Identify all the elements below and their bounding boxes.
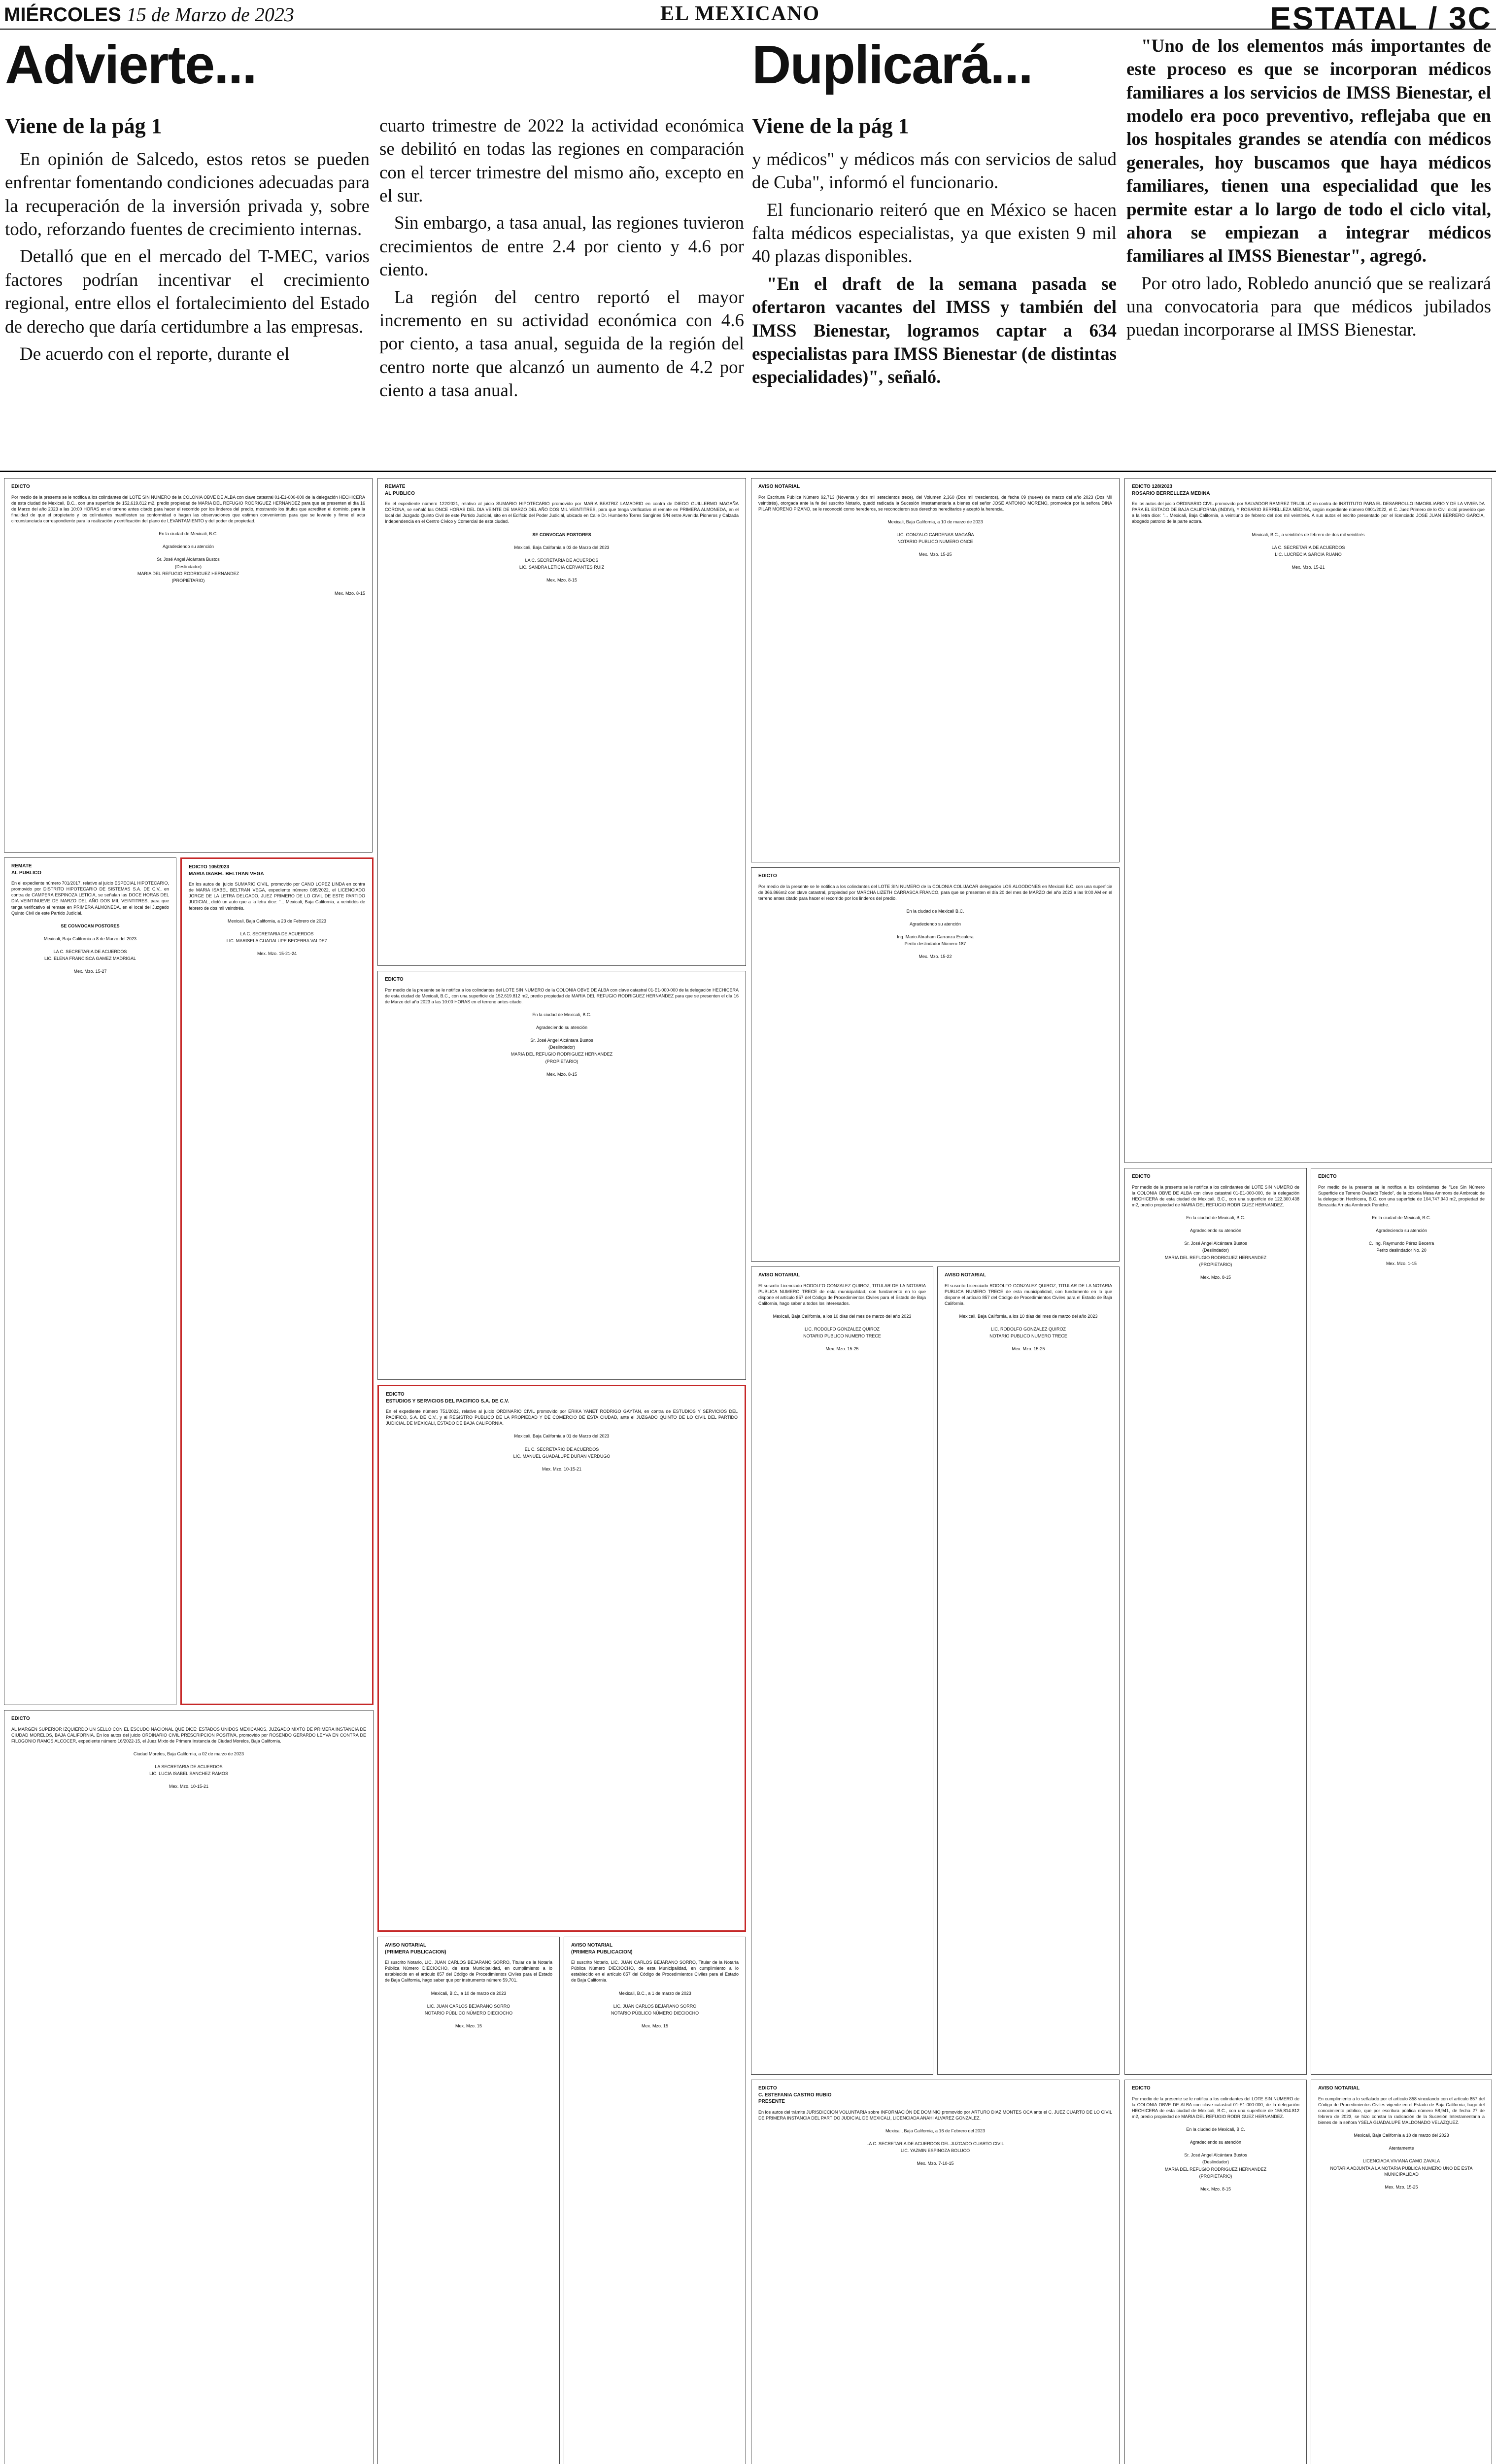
- notice-title: EDICTO 128/2023 ROSARIO BERRELLEZA MEDINA: [1132, 484, 1210, 496]
- notice-title: REMATE AL PUBLICO: [385, 484, 415, 496]
- notice-sign: LIC. GONZALO CARDENAS MAGAÑA: [896, 532, 974, 538]
- header-paper-name: EL MEXICANO: [660, 2, 820, 25]
- notice-aviso-notarial-4: [377, 1937, 560, 2464]
- notice-edicto-estudios: [377, 1385, 746, 1932]
- notice-publication: Mex. Mzo. 15-25: [825, 1346, 859, 1352]
- story1-p4: cuarto trimestre de 2022 la actividad económica se debilitó en todas las regiones en comparación con el tercer trimestre del mismo año, excepto en el sur.: [379, 116, 744, 206]
- notice-body: El suscrito Notario, LIC. JUAN CARLOS BEJARANO SORRO, Titular de la Notaría Pública Número DIECIOCHO, de esta Municipalidad, en cumplimiento a lo establecido en el artículo 857 del Código de Procedimientos Civiles para el Estado de Baja California, hago saber que por instrumento número 59,701.: [385, 1960, 552, 1983]
- notice-aviso-notarial-6: [1311, 2080, 1492, 2464]
- notice-place: En la ciudad de Mexicali, B.C.: [1186, 2127, 1245, 2132]
- notice-title: EDICTO: [758, 873, 777, 879]
- notice-sign: Agradeciendo su atención: [536, 1025, 588, 1030]
- notice-body: En el expediente número 701/2017, relativo al juicio ESPECIAL HIPOTECARIO, promovido por DISTRITO HIPOTECARIO DE SISTEMAS S.A. DE C.V., en contra de CAMPERA ESPINOZA LETICIA, se señalan las DOCE HORAS DEL DIA VEINTINUEVE DE MARZO DEL AÑO DOS MIL VEINTITRES, para que tenga verificativo el remate en PRIMERA ALMONEDA, en el local del Juzgado Quinto Civil de este Partido Judicial.: [11, 881, 169, 916]
- notice-aviso-notarial-2: [751, 1266, 933, 2075]
- notice-publication: Mex. Mzo. 15-25: [1385, 2184, 1418, 2190]
- story2-p4: Por otro lado, Robledo anunció que se realizará una convocatoria para que médicos jubilados puedan incorporarse al IMSS Bienestar.: [1126, 273, 1491, 341]
- notice-place: Mexicali, Baja California, a 23 de Febrero de 2023: [227, 918, 327, 924]
- notice-body: Por medio de la presente se le notifica a los colindantes de "Los Sin Número Superficie de Terreno Ovalado Toledo", de la colonia Mesa Ammons de Ambrosio de la delegación Hechicera, B.C. con una superficie de 104,747.940 m2, propiedad de Benzaida Arrieta Armbrock Peniche.: [1318, 1184, 1485, 1207]
- notice-body: El suscrito Licenciado RODOLFO GONZALEZ QUIROZ, TITULAR DE LA NOTARIA PUBLICA NUMERO TRECE de esta municipalidad, con fundamento en lo que dispone el artículo 857 del Código de Procedimientos Civiles para el Estado de Baja California, hago saber a todos los interesados.: [758, 1283, 926, 1306]
- notice-body: El suscrito Licenciado RODOLFO GONZALEZ QUIROZ, TITULAR DE LA NOTARIA PUBLICA NUMERO TRECE de esta municipalidad, con fundamento en lo que dispone el artículo 857 del Código de Procedimientos Civiles para el Estado de Baja California.: [945, 1283, 1112, 1306]
- notice-sign: LA C. SECRETARIA DE ACUERDOS: [53, 949, 127, 955]
- notice-sign: Perito deslindador No. 20: [1376, 1248, 1427, 1253]
- notice-sign: LA C. SECRETARIA DE ACUERDOS: [1271, 545, 1345, 550]
- notice-sign: Sr. José Angel Alcántara Bustos: [157, 557, 220, 562]
- notice-sign: LIC. JUAN CARLOS BEJARANO SORRO: [613, 2003, 697, 2009]
- story2-col1: [752, 148, 1117, 393]
- notice-sign: LA C. SECRETARIA DE ACUERDOS: [525, 557, 599, 563]
- notice-place: Ciudad Morelos, Baja California, a 02 de marzo de 2023: [133, 1751, 244, 1756]
- notice-title: AVISO NOTARIAL: [1318, 2086, 1360, 2091]
- notice-sign: LIC. MANUEL GUADALUPE DURAN VERDUGO: [513, 1453, 611, 1459]
- header-date: [4, 3, 294, 26]
- notice-body: En el expediente número 751/2022, relativo al juicio ORDINARIO CIVIL promovido por ERIKA YANET RODRIGO GAYTAN, en contra de ESTUDIOS Y SERVICIOS DEL PACIFICO, S.A. DE C.V., y al REGISTRO PUBLICO DE LA PROPIEDAD Y DE COMERCIO DE ESTA CIUDAD, ante el JUZGADO QUINTO DE LO CIVIL DEL PARTIDO JUDICIAL DE MEXICALI, ESTADO DE BAJA CALIFORNIA.: [386, 1409, 738, 1426]
- page-header: [0, 0, 1496, 36]
- story1-headline: Advierte...: [5, 34, 256, 95]
- notice-sign: LIC. LUCRECIA GARCIA RUANO: [1275, 551, 1342, 557]
- notice-body: En cumplimiento a lo señalado por el artículo 858 vinculando con el artículo 857 del Código de Procedimientos Civiles vigente en el Estado de Baja California, hago del conocimiento público, que por escritura pública número 58,941, de fecha 27 de febrero de 2023, se hizo constar la radicación de la Sucesión Intestamentaria a bienes de la señora YSELA GUADALUPE MALDONADO VELAZQUEZ.: [1318, 2096, 1485, 2125]
- notice-title: EDICTO: [1132, 1174, 1151, 1179]
- notice-publication: Mex. Mzo. 10-15-21: [169, 1784, 209, 1789]
- header-rule: [0, 29, 1496, 30]
- notice-aviso-notarial-5: [564, 1937, 746, 2464]
- notice-title: AVISO NOTARIAL: [758, 484, 800, 489]
- notice-edicto-128: [1124, 478, 1492, 1163]
- notice-publication: Mex. Mzo. 15-27: [73, 969, 107, 974]
- notice-sign: MARIA DEL REFUGIO RODRIGUEZ HERNANDEZ: [1164, 1255, 1267, 1260]
- notice-sign: LA SECRETARIA DE ACUERDOS: [155, 1764, 223, 1770]
- notice-publication: Mex. Mzo. 7-10-15: [917, 2161, 954, 2166]
- notice-title: EDICTO: [1318, 1174, 1337, 1179]
- notice-publication: Mex. Mzo. 8-15: [1200, 1274, 1231, 1280]
- notice-sign: EL C. SECRETARIO DE ACUERDOS: [524, 1446, 599, 1452]
- notice-sign: Sr. José Angel Alcántara Bustos: [1184, 1241, 1247, 1246]
- notice-place: Mexicali, Baja California, a 16 de Febrero del 2023: [885, 2128, 986, 2133]
- story2-p3: "En el draft de la semana pasada se ofertaron vacantes del IMSS y también del IMSS Bienestar, logramos captar a 634 especialistas para IMSS Bienestar (de distintas especialidades)", señaló.: [752, 274, 1117, 388]
- notice-publication: Mex. Mzo. 15: [641, 2023, 669, 2028]
- notice-remate-2: [4, 857, 176, 1705]
- notice-edicto-6: [1124, 2080, 1307, 2464]
- notice-body: Por medio de la presente se le notifica a los colindantes del LOTE SIN NUMERO de la COLONIA COLIJACAR delegación LOS ALGODONES en Mexicali B.C. con una superficie de 366.866m2 con clave catastral, propiedad por MARCHA LIZETH CARRASCA FRANCO, para que se presenten el día 20 del mes de MARZO del año 2023 a las 9:00 AM en el terreno antes citado para hacer el recorrido por los linderos del predio.: [758, 884, 1112, 901]
- notice-edicto-2: [377, 971, 746, 1380]
- notice-title: EDICTO C. ESTEFANIA CASTRO RUBIO PRESENTE: [758, 2086, 832, 2104]
- notice-sign: LIC. ELENA FRANCISCA GAMEZ MADRIGAL: [44, 956, 136, 961]
- notice-sign: NOTARIO PUBLICO NUMERO ONCE: [897, 539, 973, 545]
- story2-col2: [1126, 34, 1491, 346]
- notice-publication: Mex. Mzo. 8-15: [334, 591, 365, 596]
- notice-edicto-5: [1311, 1168, 1492, 2075]
- notice-sign: C. Ing. Raymundo Pérez Becerra: [1368, 1241, 1434, 1246]
- section-rule: [0, 471, 1496, 472]
- notice-place: Mexicali, B.C., a veintitrés de febrero de dos mil veintitrés: [1252, 532, 1365, 537]
- notice-sign: (Deslindador): [548, 1045, 576, 1050]
- notice-body: Por medio de la presente se le notifica a los colindantes del LOTE SIN NUMERO de la COLONIA OBVE DE ALBA con clave catastral 01-E1-000-000 de la delegación HECHICERA de esta ciudad de Mexicali, B.C., con una superficie de 152,619.812 m2, predio propiedad de MARIA DEL REFUGIO RODRIGUEZ HERNANDEZ para que se presenten el día 16 de Marzo del año 2023 a las 10:00 HORAS en el terreno antes citado para hacer el recorrido por los linderos del predio, mostrando los títulos que acrediten el dominio, para la finalidad de que el propietario y los colindantes manifiesten su conformidad o hagan las observaciones que estimen convenientes para que se levante y firme el acta circunstanciada correspondiente para la realización y certificación del plano de LEVANTAMIENTO y del poder de propiedad.: [11, 494, 365, 524]
- notice-title: EDICTO ESTUDIOS Y SERVICIOS DEL PACIFICO S.A. DE C.V.: [386, 1392, 509, 1404]
- story1-p3: De acuerdo con el reporte, durante el: [20, 343, 290, 364]
- notice-sign: LICENCIADA VIVIANA CAMO ZAVALA: [1362, 2158, 1440, 2164]
- notice-edicto-105: [180, 857, 374, 1705]
- notice-sign: LIC. RODOLFO GONZALEZ QUIROZ: [804, 1327, 880, 1332]
- notice-sign: NOTARIA ADJUNTA A LA NOTARIA PUBLICA NUMERO UNO DE ESTA MUNICIPALIDAD: [1330, 2165, 1473, 2177]
- notice-body: En el expediente número 122/2021, relativo al juicio SUMARIO HIPOTECARIO promovido por MARIA BEATRIZ LAMADRID en contra de DIEGO GUILLERMO MAGAÑA CORONA, se señaló las ONCE HORAS DEL DIA VEINTE DE MARZO DEL AÑO DOS MIL VEINTITRES, para que tenga verificativo el remate en PRIMERA ALMONEDA, en el local del Juzgado Quinto Civil de este Partido Judicial, sito en el Edificio del Poder Judicial, ubicado en Calle Dr. Humberto Torres Sanginés S/N entre Avenida Pioneros y Calzada Independencia en el Centro Cívico y Comercial de esta ciudad.: [385, 501, 739, 524]
- notice-publication: Mex. Mzo. 15-25: [918, 552, 952, 557]
- notice-publication: Mex. Mzo. 1-15: [1386, 1261, 1417, 1266]
- story1-kicker: Viene de la pág 1: [5, 114, 162, 138]
- notice-place: En la ciudad de Mexicali, B.C.: [1186, 1215, 1245, 1221]
- notice-sign: MARIA DEL REFUGIO RODRIGUEZ HERNANDEZ: [137, 571, 239, 576]
- notice-sign: (Deslindador): [1202, 2159, 1229, 2165]
- notice-publication: Mex. Mzo. 15-21: [1292, 564, 1325, 570]
- notice-place: Mexicali, Baja California a 10 de marzo del 2023: [1354, 2133, 1449, 2138]
- notice-edicto-morelos: [4, 1710, 374, 2464]
- notice-title: EDICTO: [11, 1716, 30, 1721]
- header-date-text: 15 de Marzo de 2023: [126, 3, 294, 26]
- notice-publication: Mex. Mzo. 10-15-21: [542, 1466, 582, 1472]
- story1-p6: La región del centro reportó el mayor incremento en su actividad económica con 4.6 por ciento, a tasa anual, seguida de la región del centro norte que alcanzó un aumento de 4.2 por ciento a tasa anual.: [379, 287, 744, 401]
- notice-title: AVISO NOTARIAL (PRIMERA PUBLICACION): [571, 1943, 633, 1955]
- notice-sign: LIC. YAZMIN ESPINOZA BOLUCO: [900, 2148, 970, 2154]
- notice-edicto-1: [4, 478, 373, 853]
- notice-title: REMATE AL PUBLICO: [11, 863, 41, 876]
- notice-publication: Mex. Mzo. 8-15: [1200, 2186, 1231, 2191]
- notice-sign: LA C. SECRETARIA DE ACUERDOS DEL JUZGADO CUARTO CIVIL: [866, 2141, 1004, 2146]
- notice-sign: NOTARIO PÚBLICO NÚMERO DIECIOCHO: [611, 2010, 699, 2016]
- notice-sign: (PROPIETARIO): [545, 1059, 578, 1064]
- notice-sign: (Deslindador): [174, 564, 202, 569]
- notice-sign: Perito deslindador Número 187: [904, 941, 966, 947]
- notice-sign: LIC. RODOLFO GONZALEZ QUIROZ: [990, 1327, 1066, 1332]
- notice-place: Mexicali, Baja California, a los 10 días del mes de marzo del año 2023: [959, 1314, 1098, 1319]
- notice-publication: Mex. Mzo. 15-21-24: [257, 951, 297, 957]
- notice-publication: Mex. Mzo. 8-15: [546, 1071, 578, 1077]
- notice-aviso-notarial-1: [751, 478, 1120, 862]
- notice-place: En la ciudad de Mexicali, B.C.: [1372, 1215, 1431, 1221]
- story2-p2: El funcionario reiteró que en México se hacen falta médicos especialistas, ya que existen 9 mil 40 plazas disponibles.: [752, 200, 1117, 267]
- notice-sign: LIC. JUAN CARLOS BEJARANO SORRO: [427, 2003, 510, 2009]
- notice-edicto-castro-rubio: [751, 2080, 1120, 2464]
- notice-sign: LA C. SECRETARIA DE ACUERDOS: [240, 931, 314, 936]
- notice-sign: Ing. Mario Abraham Carranza Escalera: [897, 934, 974, 940]
- notice-body: Por Escritura Pública Número 92,713 (Noventa y dos mil setecientos trece), del Volumen 2,360 (Dos mil trescientos), de fecha 09 (nueve) de marzo del año 2023 (Dos Mil veintitrés), otorgada ante la fe del suscrito Notario, quedó radicada la Sucesión intestamentaria a bienes del señor JOSE ANTONIO MORENO, promovida por la señora DINA PILAR MORENO PIZANO, se le reconoció como herederos, se reconocieron sus derechos hereditarios y aceptó la herencia.: [758, 494, 1112, 512]
- notice-sign: (PROPIETARIO): [171, 578, 205, 583]
- story1-p1: En opinión de Salcedo, estos retos se pueden enfrentar fomentando condiciones adecuadas para la recuperación de la inversión privada y, sobre todo, reforzando fuentes de crecimiento internas.: [5, 149, 370, 240]
- story2-p1: y médicos" y médicos más con servicios de salud de Cuba", informó el funcionario.: [752, 149, 1117, 193]
- notice-aviso-notarial-3: [937, 1266, 1120, 2075]
- notice-publication: Mex. Mzo. 15-25: [1012, 1346, 1045, 1352]
- story2-q1: "Uno de los elementos más importantes de este proceso es que se incorporan médicos familiares a los servicios de IMSS Bienestar, el modelo era poco preventivo, reflejaba que en los hospitales grandes se atendía con médicos generales, hoy buscamos que haya médicos familiares, tienen una especialidad que les permite estar a lo largo de todo el ciclo vital, ahora se empiezan a integrar médicos familiares al IMSS Bienestar", agregó.: [1126, 36, 1491, 267]
- notice-place: Mexicali, Baja California a 03 de Marzo del 2023: [514, 545, 610, 550]
- notice-edicto-4: [1124, 1168, 1307, 2075]
- notice-title: AVISO NOTARIAL: [758, 1272, 800, 1278]
- notice-publication: Mex. Mzo. 15-22: [918, 954, 952, 959]
- story1-p2: Detalló que en el mercado del T-MEC, varios factores podrían incentivar el crecimiento regional, entre ellos el fortalecimiento del Estado de derecho que daría certidumbre a las empresas.: [5, 246, 370, 337]
- notice-sign: Agradeciendo su atención: [909, 922, 961, 927]
- notice-publication: Mex. Mzo. 15: [455, 2023, 482, 2028]
- notice-body: En los autos del juicio ORDINARIO CIVIL promovido por SALVADOR RAMIREZ TRUJILLO en contra de INSTITUTO PARA EL DESARROLLO INMOBILIARIO Y DE LA VIVIENDA PARA EL ESTADO DE BAJA CALIFORNIA (INDIVI), Y ROSARIO BERRELLEZA MEDINA, según expediente número 0901/2022, el C. Juez Primero de lo Civil dictó proveído que a la letra dice: "... Mexicali, Baja California, a veintiuno de febrero del dos mil veintitrés. A sus autos el escrito presentado por el licenciado JOSE JUAN BERRERO GARCIA, abogado patrono de la parte actora.: [1132, 501, 1485, 524]
- notice-sign: LIC. MARISELA GUADALUPE BECERRA VALDEZ: [226, 938, 328, 943]
- notice-sign: Agradeciendo su atención: [1190, 2140, 1242, 2145]
- story1-col2: [379, 114, 744, 406]
- header-section: ESTATAL / 3C: [1270, 0, 1492, 36]
- notice-body: AL MARGEN SUPERIOR IZQUIERDO UN SELLO CON EL ESCUDO NACIONAL QUE DICE: ESTADOS UNIDOS MEXICANOS, JUZGADO MIXTO DE PRIMERA INSTANCIA DE CIUDAD MORELOS, BAJA CALIFORNIA. En los autos del juicio ORDINARIO CIVIL PRESCRIPCION POSITIVA, promovido por ROSENDO GERARDO LEYVA EN CONTRA DE FILOGONIO RAMOS ALCOCER, expediente número 16/2022-15, el Juez Mixto de Primera Instancia de Ciudad Morelos, Baja California.: [11, 1726, 366, 1744]
- story2-headline: Duplicará...: [752, 34, 1032, 95]
- notice-sign: Atentamente: [1389, 2146, 1414, 2151]
- notice-sign: Agradeciendo su atención: [1190, 1228, 1242, 1233]
- notice-sign: NOTARIO PUBLICO NUMERO TRECE: [803, 1334, 881, 1339]
- header-day: MIÉRCOLES: [4, 4, 121, 26]
- story2-kicker: Viene de la pág 1: [752, 114, 909, 138]
- notice-sign: Agradeciendo su atención: [1375, 1228, 1428, 1233]
- notice-title: AVISO NOTARIAL (PRIMERA PUBLICACION): [385, 1943, 446, 1955]
- notice-sign: Sr. José Angel Alcántara Bustos: [1184, 2153, 1247, 2158]
- notice-place: Mexicali, Baja California, a 10 de marzo de 2023: [887, 519, 983, 524]
- notice-body: Por medio de la presente se le notifica a los colindantes del LOTE SIN NUMERO de la COLONIA OBVE DE ALBA con clave catastral 01-E1-000-000 de la delegación HECHICERA de esta ciudad de Mexicali, B.C., con una superficie de 152,619.812 m2, predio propiedad de MARIA DEL REFUGIO RODRIGUEZ HERNANDEZ para que se presenten el día 16 de Marzo del año 2023 a las 10:00 HORAS en el terreno antes citado.: [385, 987, 739, 1004]
- notice-sign: (PROPIETARIO): [1199, 1262, 1232, 1267]
- story1-p5: Sin embargo, a tasa anual, las regiones tuvieron crecimientos de entre 2.4 por ciento y 4.6 por ciento.: [379, 213, 744, 280]
- notice-title: EDICTO: [385, 977, 404, 982]
- notice-footer: SE CONVOCAN POSTORES: [532, 532, 591, 537]
- notice-title: EDICTO: [1132, 2086, 1151, 2091]
- notice-body: Por medio de la presente se le notifica a los colindantes del LOTE SIN NUMERO de la COLONIA OBVE DE ALBA con clave catastral 01-E1-000-000, de la delegación HECHICERA de esta ciudad de Mexicali, B.C., con una superficie de 155,814.812 m2, predio propiedad de MARIA DEL REFUGIO RODRIGUEZ HERNANDEZ.: [1132, 2096, 1299, 2119]
- notice-title: AVISO NOTARIAL: [945, 1272, 986, 1278]
- notice-place: Mexicali, Baja California a 01 de Marzo del 2023: [514, 1434, 610, 1439]
- notice-place: Mexicali, Baja California a 8 de Marzo del 2023: [43, 936, 137, 941]
- notice-title: EDICTO: [11, 484, 30, 489]
- notice-place: Mexicali, B.C., a 1 de marzo de 2023: [618, 1990, 691, 1996]
- notice-sign: NOTARIO PÚBLICO NÚMERO DIECIOCHO: [424, 2010, 513, 2016]
- notice-body: Por medio de la presente se le notifica a los colindantes del LOTE SIN NUMERO de la COLONIA OBVE DE ALBA con clave catastral 01-E1-000-000, de la delegación HECHICERA de esta ciudad de Mexicali, B.C., con una superficie de 122,300.438 m2, predio propiedad de MARIA DEL REFUGIO RODRIGUEZ HERNANDEZ.: [1132, 1184, 1299, 1207]
- story1-col1: [5, 148, 370, 370]
- notice-title: EDICTO 105/2023 MARIA ISABEL BELTRAN VEGA: [189, 864, 264, 877]
- notice-place: En la ciudad de Mexicali, B.C.: [159, 531, 218, 537]
- notice-sign: Agradeciendo su atención: [162, 544, 214, 549]
- notice-sign: LIC. LUCIA ISABEL SANCHEZ RAMOS: [149, 1771, 228, 1777]
- notice-sign: (PROPIETARIO): [1199, 2173, 1232, 2179]
- notice-remate-1: [377, 478, 746, 966]
- notice-footer: SE CONVOCAN POSTORES: [61, 923, 120, 928]
- notice-place: En la ciudad de Mexicali, B.C.: [532, 1012, 591, 1017]
- notice-publication: Mex. Mzo. 8-15: [546, 578, 578, 583]
- notice-place: En la ciudad de Mexicali B.C.: [906, 908, 964, 914]
- notice-sign: MARIA DEL REFUGIO RODRIGUEZ HERNANDEZ: [1164, 2166, 1267, 2172]
- notice-place: Mexicali, Baja California, a los 10 días del mes de marzo del año 2023: [773, 1314, 912, 1319]
- notice-sign: Sr. José Angel Alcántara Bustos: [530, 1038, 593, 1043]
- notice-body: En los autos del trámite JURISDICCION VOLUNTARIA sobre INFORMACIÓN DE DOMINIO promovido por ARTURO DIAZ MONTES OCA ante el C. JUEZ CUARTO DE LO CIVIL DE PRIMERA INSTANCIA DEL PARTIDO JUDICIAL DE MEXICALI, LICENCIADA ANAHI ALVAREZ GONZALEZ.: [758, 2109, 1112, 2121]
- notice-body: En los autos del juicio SUMARIO CIVIL, promovido por CANO LOPEZ LINDA en contra de MARIA ISABEL BELTRAN VEGA, expediente número 085/2022, el LICENCIADO JORGE DE LA LETRA DELGADO, JUEZ PRIMERO DE LO CIVIL DE ESTE PARTIDO JUDICIAL, dictó un auto que a la letra dice: "... Mexicali, Baja California, a veintidós de febrero de dos mil veintitrés.: [189, 882, 365, 911]
- notice-sign: LIC. SANDRA LETICIA CERVANTES RUIZ: [519, 564, 605, 570]
- notice-body: El suscrito Notario, LIC. JUAN CARLOS BEJARANO SORRO, Titular de la Notaría Pública Número DIECIOCHO, de esta Municipalidad, en cumplimiento a lo establecido en el artículo 857 del Código de Procedimientos Civiles para el Estado de Baja California.: [571, 1960, 739, 1983]
- notice-sign: NOTARIO PUBLICO NUMERO TRECE: [989, 1334, 1067, 1339]
- notice-sign: MARIA DEL REFUGIO RODRIGUEZ HERNANDEZ: [510, 1052, 613, 1057]
- notice-place: Mexicali, B.C., a 10 de marzo de 2023: [431, 1990, 507, 1996]
- notice-sign: (Deslindador): [1202, 1248, 1229, 1253]
- notice-edicto-3: [751, 867, 1120, 1262]
